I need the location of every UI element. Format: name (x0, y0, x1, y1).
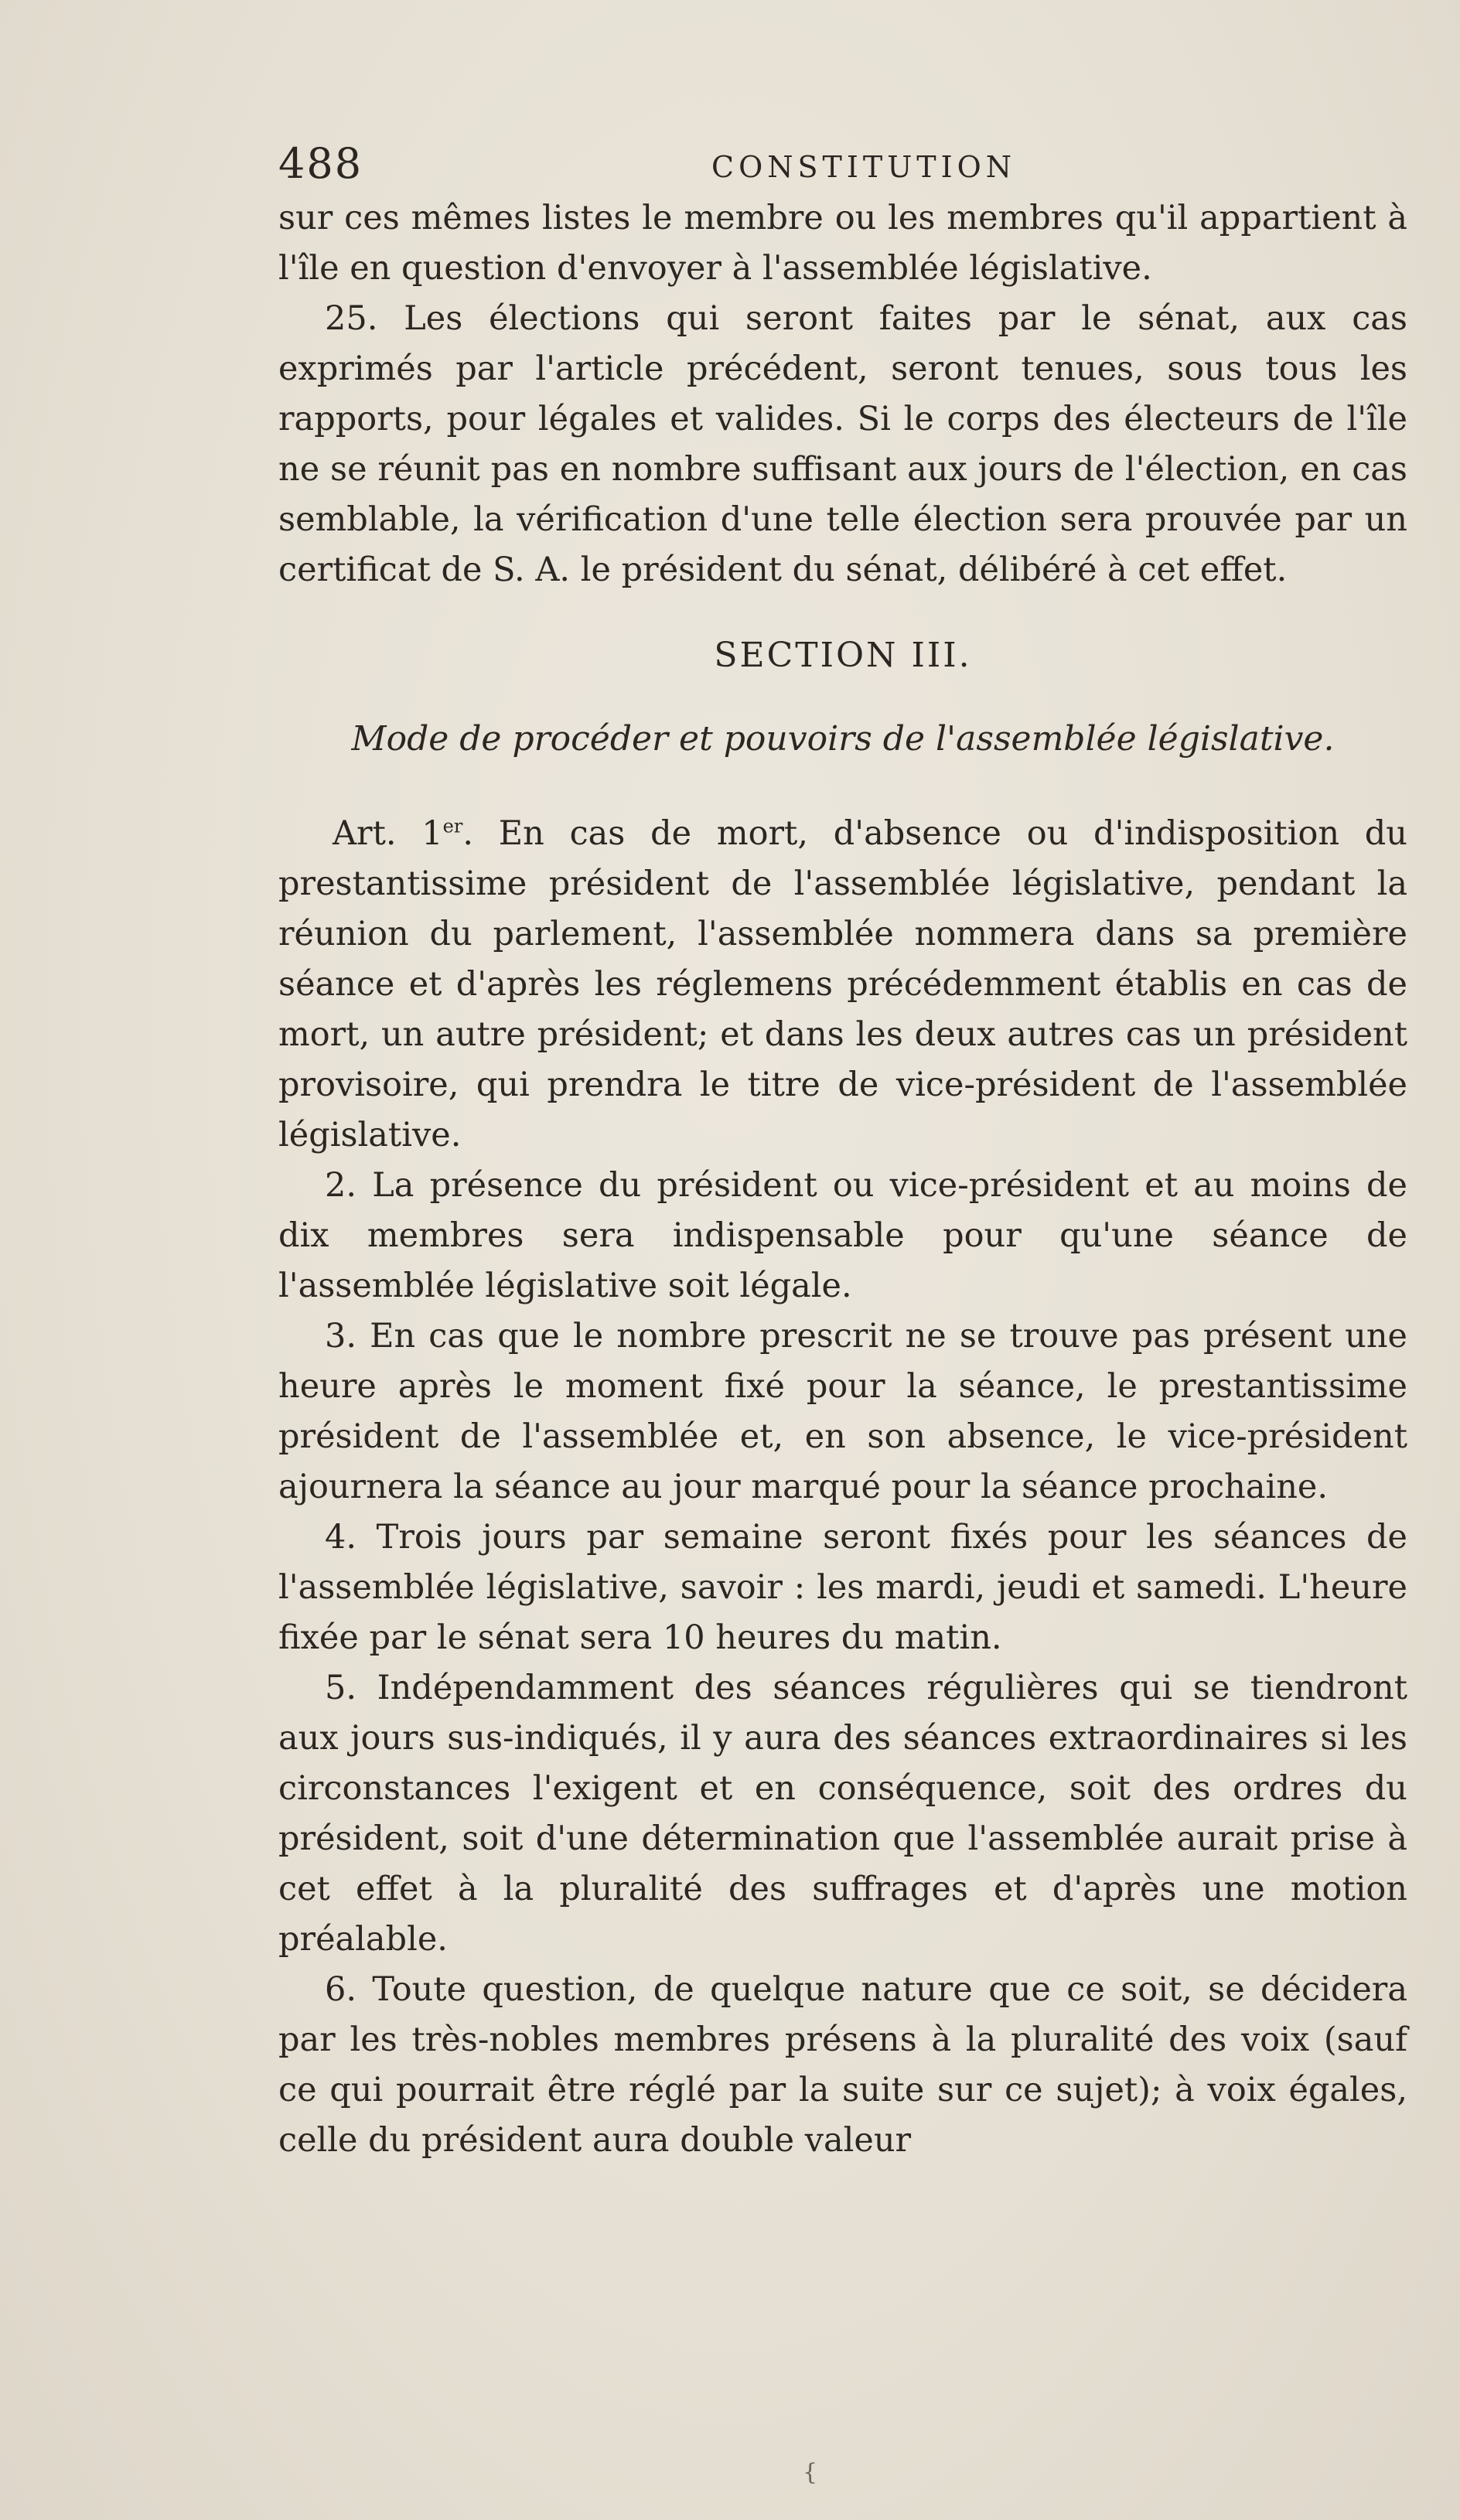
article-1-paragraph (278, 809, 1407, 1161)
article-1-label: Art. 1 (333, 814, 443, 853)
running-head (278, 139, 1407, 193)
page-text-block (278, 139, 1407, 2166)
article-1-text: . En cas de mort, d'absence ou d'indisposition du prestantissime président de l'assemblée législative, pendant la réunion du parlement, l'assemblée nommera dans sa première séance et d'après les réglemens précédemment établis en cas de mort, un autre président; et dans les deux autres cas un président provisoire, qui prendra le titre de vice-président de l'assemblée législative. (278, 814, 1407, 1154)
article-2-paragraph: 2. La présence du président ou vice-président et au moins de dix membres sera indispensable pour qu'une séance de l'assemblée législative soit légale. (278, 1166, 1407, 1305)
footer-mark: { (803, 2459, 818, 2486)
article-6-paragraph: 6. Toute question, de quelque nature que ce soit, se décidera par les très-nobles membres présens à la pluralité des voix (sauf ce qui pourrait être réglé par la suite sur ce sujet); à voix égales, celle du président aura double valeur (278, 1970, 1407, 2160)
continuation-paragraph: sur ces mêmes listes le membre ou les membres qu'il appartient à l'île en question d'envoyer à l'assemblée législative. (278, 199, 1407, 288)
section-subtitle: Mode de procéder et pouvoirs de l'assemblée législative. (351, 719, 1335, 759)
page-number: 488 (278, 139, 363, 188)
article-4-paragraph: 4. Trois jours par semaine seront fixés pour les séances de l'assemblée législative, savoir : les mardi, jeudi et samedi. L'heure fixée par le sénat sera 10 heures du matin. (278, 1518, 1407, 1657)
spacer (278, 762, 1407, 809)
running-title: CONSTITUTION (711, 150, 1016, 184)
section-heading: SECTION III. (714, 636, 972, 675)
article-5-paragraph: 5. Indépendamment des séances régulières qui se tiendront aux jours sus-indiqués, il y aura des séances extraordinaires si les circonstances l'exigent et en conséquence, soit des ordres du président, soit d'une détermination que l'assemblée aurait prise à cet effet à la pluralité des suffrages et d'après une motion préalable. (278, 1669, 1407, 1959)
article-3-paragraph: 3. En cas que le nombre prescrit ne se trouve pas présent une heure après le moment fixé pour la séance, le prestantissime président de l'assemblée et, en son absence, le vice-président ajournera la séance au jour marqué pour la séance prochaine. (278, 1317, 1407, 1506)
article-1-ordinal: er (442, 815, 463, 837)
article-25-paragraph: 25. Les élections qui seront faites par le sénat, aux cas exprimés par l'article précédent, seront tenues, sous tous les rapports, pour légales et valides. Si le corps des électeurs de l'île ne se réunit pas en nombre suffisant aux jours de l'élection, en cas semblable, la vérification d'une telle élection sera prouvée par un certificat de S. A. le président du sénat, délibéré à cet effet. (278, 299, 1407, 589)
